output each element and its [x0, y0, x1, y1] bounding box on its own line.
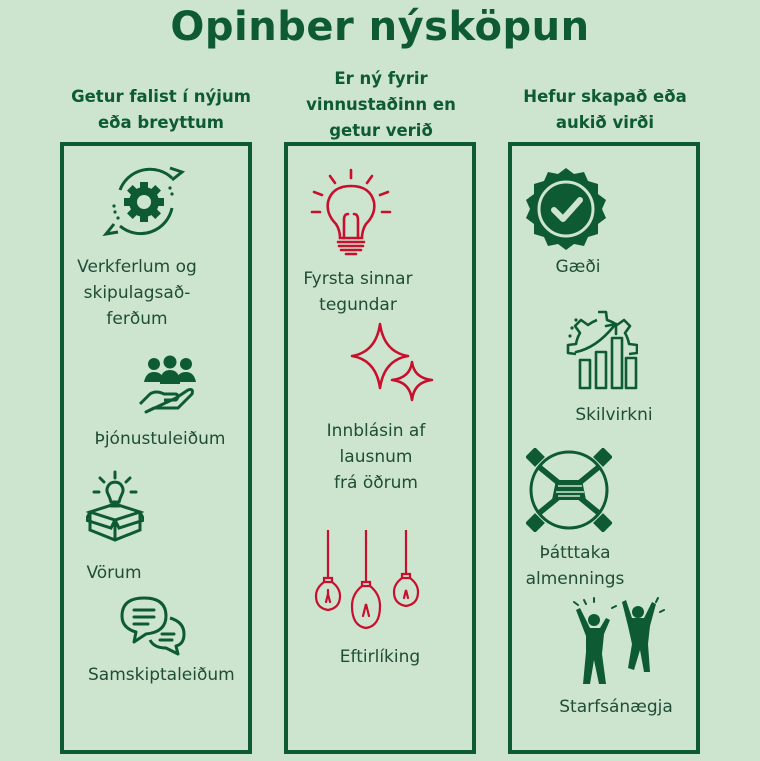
- item-label-eftirliking: Eftirlíking: [339, 647, 421, 667]
- item-label-skilvirkni: Skilvirkni: [575, 405, 653, 425]
- sparkle-stars-icon: [350, 322, 436, 402]
- item-label-thjonustuleidum: Þjónustuleiðum: [94, 429, 226, 449]
- chat-bubbles-icon: [120, 596, 188, 658]
- column-heading-1: Getur falist í nýjum eða breyttum: [71, 87, 251, 132]
- product-box-bulb-icon: [86, 470, 144, 542]
- item-label-starfsanaegja: Starfsánægja: [559, 697, 673, 717]
- hands-together-icon: [526, 448, 612, 532]
- column-heading-3: Hefur skapað eða aukið virði: [523, 87, 687, 132]
- process-gear-icon: [100, 160, 188, 244]
- item-label-gaedi: Gæði: [555, 257, 601, 277]
- page-title: Opinber nýsköpun: [170, 4, 590, 50]
- item-label-vorum: Vörum: [86, 563, 142, 583]
- efficiency-gear-chart-icon: [566, 308, 638, 392]
- cheering-people-icon: [566, 596, 666, 688]
- hanging-bulbs-icon: [312, 530, 422, 632]
- item-label-verkferlum: Verkferlum og skipulagsað-ferðum: [77, 257, 197, 329]
- column-heading-2: Er ný fyrir vinnustaðinn en getur verið: [306, 69, 456, 140]
- service-hand-people-icon: [136, 354, 198, 414]
- item-label-thatttaka: Þátttaka almennings: [525, 543, 625, 589]
- lightbulb-icon: [308, 168, 394, 258]
- item-label-samskiptaleidum: Samskiptaleiðum: [88, 665, 235, 685]
- quality-badge-check-icon: [524, 166, 608, 250]
- item-label-innblasin: Innblásin af lausnum frá öðrum: [326, 421, 426, 493]
- item-label-fyrsta-sinnar: Fyrsta sinnar tegundar: [303, 269, 413, 315]
